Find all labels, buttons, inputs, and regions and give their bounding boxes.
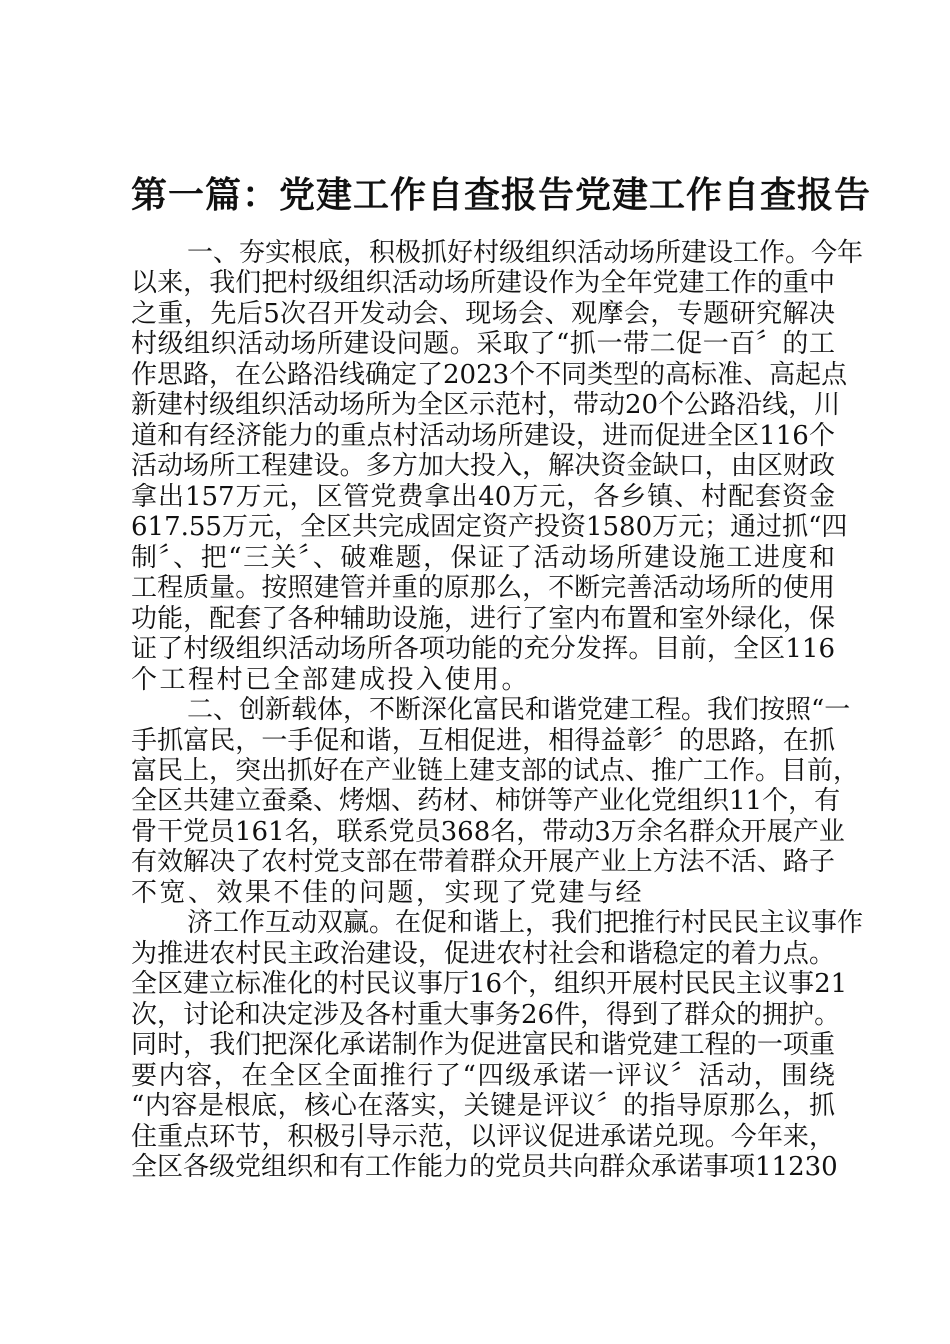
text-line: 住重点环节，积极引导示范，以评议促进承诺兑现。今年来， <box>131 1121 835 1152</box>
text-line: 制〞、把“三关〞、破难题，保证了活动场所建设施工进度和 <box>131 542 835 573</box>
text-line: 不宽、效果不佳的问题，实现了党建与经 <box>131 877 645 908</box>
text-line: 工程质量。按照建管并重的原那么，不断完善活动场所的使用 <box>131 573 835 604</box>
text-line: 济工作互动双赢。在促和谐上，我们把推行村民民主议事作 <box>187 908 864 939</box>
text-line: 同时，我们把深化承诺制作为促进富民和谐党建工程的一项重 <box>131 1030 835 1061</box>
text-line: 一、夯实根底，积极抓好村级组织活动场所建设工作。今年 <box>187 238 864 268</box>
text-line: 之重，先后5次召开发动会、现场会、观摩会，专题研究解决 <box>131 298 835 329</box>
text-line: 活动场所工程建设。多方加大投入，解决资金缺口，由区财政 <box>131 451 835 482</box>
text-line: 村级组织活动场所建设问题。采取了“抓一带二促一百〞的工 <box>131 329 835 360</box>
text-line: 为推进农村民主政治建设，促进农村社会和谐稳定的着力点。 <box>131 938 835 969</box>
text-line: 有效解决了农村党支部在带着群众开展产业上方法不活、路子 <box>131 847 835 878</box>
text-line: 要内容，在全区全面推行了“四级承诺一评议〞活动，围绕 <box>131 1060 835 1091</box>
document-title: 第一篇：党建工作自查报告党建工作自查报告 <box>131 175 872 216</box>
document-body <box>131 238 864 1183</box>
text-line: 骨干党员161名，联系党员368名，带动3万余名群众开展产业 <box>131 816 845 847</box>
text-line: 道和有经济能力的重点村活动场所建设，进而促进全区116个 <box>131 420 835 451</box>
text-line: 二、创新载体，不断深化富民和谐党建工程。我们按照“一 <box>187 695 851 726</box>
text-line: 拿出157万元，区管党费拿出40万元，各乡镇、村配套资金 <box>131 481 835 512</box>
text-line: 功能，配套了各种辅助设施，进行了室内布置和室外绿化，保 <box>131 603 835 634</box>
text-line: 富民上，突出抓好在产业链上建支部的试点、推广工作。目前， <box>131 755 860 786</box>
text-line: 全区共建立蚕桑、烤烟、药材、柿饼等产业化党组织11个，有 <box>131 786 841 817</box>
text-line: “内容是根底，核心在落实，关键是评议〞的指导原那么，抓 <box>131 1091 835 1122</box>
text-line: 次，讨论和决定涉及各村重大事务26件，得到了群众的拥护。 <box>131 999 841 1030</box>
text-line: 个工程村已全部建成投入使用。 <box>131 664 531 695</box>
text-line: 全区各级党组织和有工作能力的党员共向群众承诺事项11230 <box>131 1152 838 1183</box>
paragraph <box>131 908 864 1183</box>
text-line: 617.55万元，全区共完成固定资产投资1580万元；通过抓“四 <box>131 512 848 543</box>
paragraph <box>131 695 860 908</box>
text-line: 全区建立标准化的村民议事厅16个，组织开展村民民主议事21 <box>131 969 848 1000</box>
text-line: 作思路，在公路沿线确定了2023个不同类型的高标准、高起点 <box>131 359 848 390</box>
paragraph <box>131 238 864 695</box>
text-line: 新建村级组织活动场所为全区示范村，带动20个公路沿线，川 <box>131 390 841 421</box>
text-line: 手抓富民，一手促和谐，互相促进，相得益彰〞的思路，在抓 <box>131 725 835 756</box>
text-line: 证了村级组织活动场所各项功能的充分发挥。目前，全区116 <box>131 634 835 665</box>
text-line: 以来，我们把村级组织活动场所建设作为全年党建工作的重中 <box>131 268 835 299</box>
